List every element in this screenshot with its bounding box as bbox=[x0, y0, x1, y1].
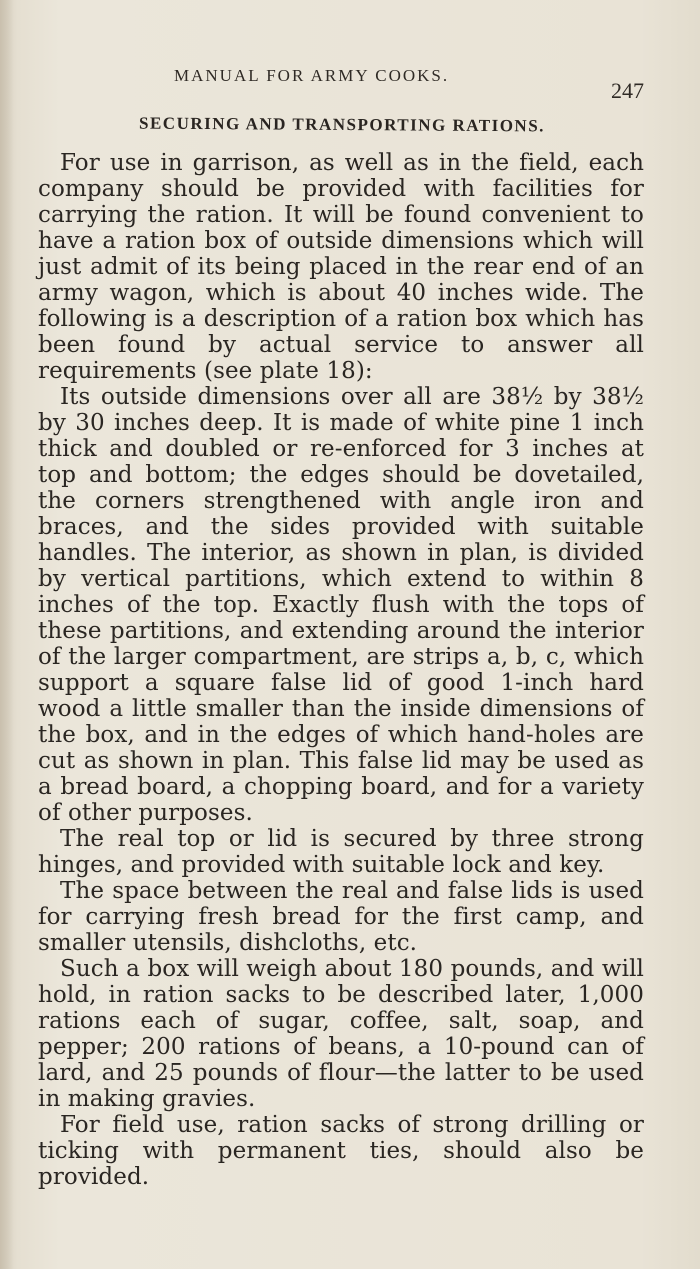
running-title: MANUAL FOR ARMY COOKS. bbox=[174, 66, 450, 85]
paragraph: The real top or lid is secured by three strong hinges, and provided with suitable lock and key. bbox=[38, 826, 644, 878]
paragraph: The space between the real and false lids is used for carrying fresh bread for the first camp, and smaller utensils, dishcloths, etc. bbox=[38, 878, 644, 956]
section-heading: SECURING AND TRANSPORTING RATIONS. bbox=[138, 113, 546, 136]
paragraph: Its outside dimensions over all are 38½ by 38½ by 30 inches deep. It is made of white pine 1 inch thick and doubled or re-enforced for 3 inches at top and bottom; the edges should be dovetailed, the corners strengthened with angle iron and braces, and the sides provided with suitable handles. The interior, as shown in plan, is divided by vertical partitions, which extend to within 8 inches of the top. Exactly flush with the tops of these partitions, and extending around the interior of the larger compartment, are strips a, b, c, which support a square false lid of good 1-inch hard wood a little smaller than the inside dimensions of the box, and in the edges of which hand-holes are cut as shown in plan. This false lid may be used as a bread board, a chopping board, and for a variety of other purposes. bbox=[38, 384, 644, 826]
body-text bbox=[38, 150, 644, 1190]
paragraph: For use in garrison, as well as in the field, each company should be provided with facilities for carrying the ration. It will be found convenient to have a ration box of outside dimensions which will just admit of its being placed in the rear end of an army wagon, which is about 40 inches wide. The following is a description of a ration box which has been found by actual service to answer all requirements (see plate 18): bbox=[38, 150, 644, 384]
page-number: 247 bbox=[611, 78, 644, 103]
running-head bbox=[40, 62, 644, 102]
paragraph: For field use, ration sacks of strong drilling or ticking with permanent ties, should also be provided. bbox=[38, 1112, 644, 1190]
paragraph: Such a box will weigh about 180 pounds, and will hold, in ration sacks to be described later, 1,000 rations each of sugar, coffee, salt, soap, and pepper; 200 rations of beans, a 10-pound can of lard, and 25 pounds of flour—the latter to be used in making gravies. bbox=[38, 956, 644, 1112]
spine-shadow bbox=[0, 0, 14, 1269]
